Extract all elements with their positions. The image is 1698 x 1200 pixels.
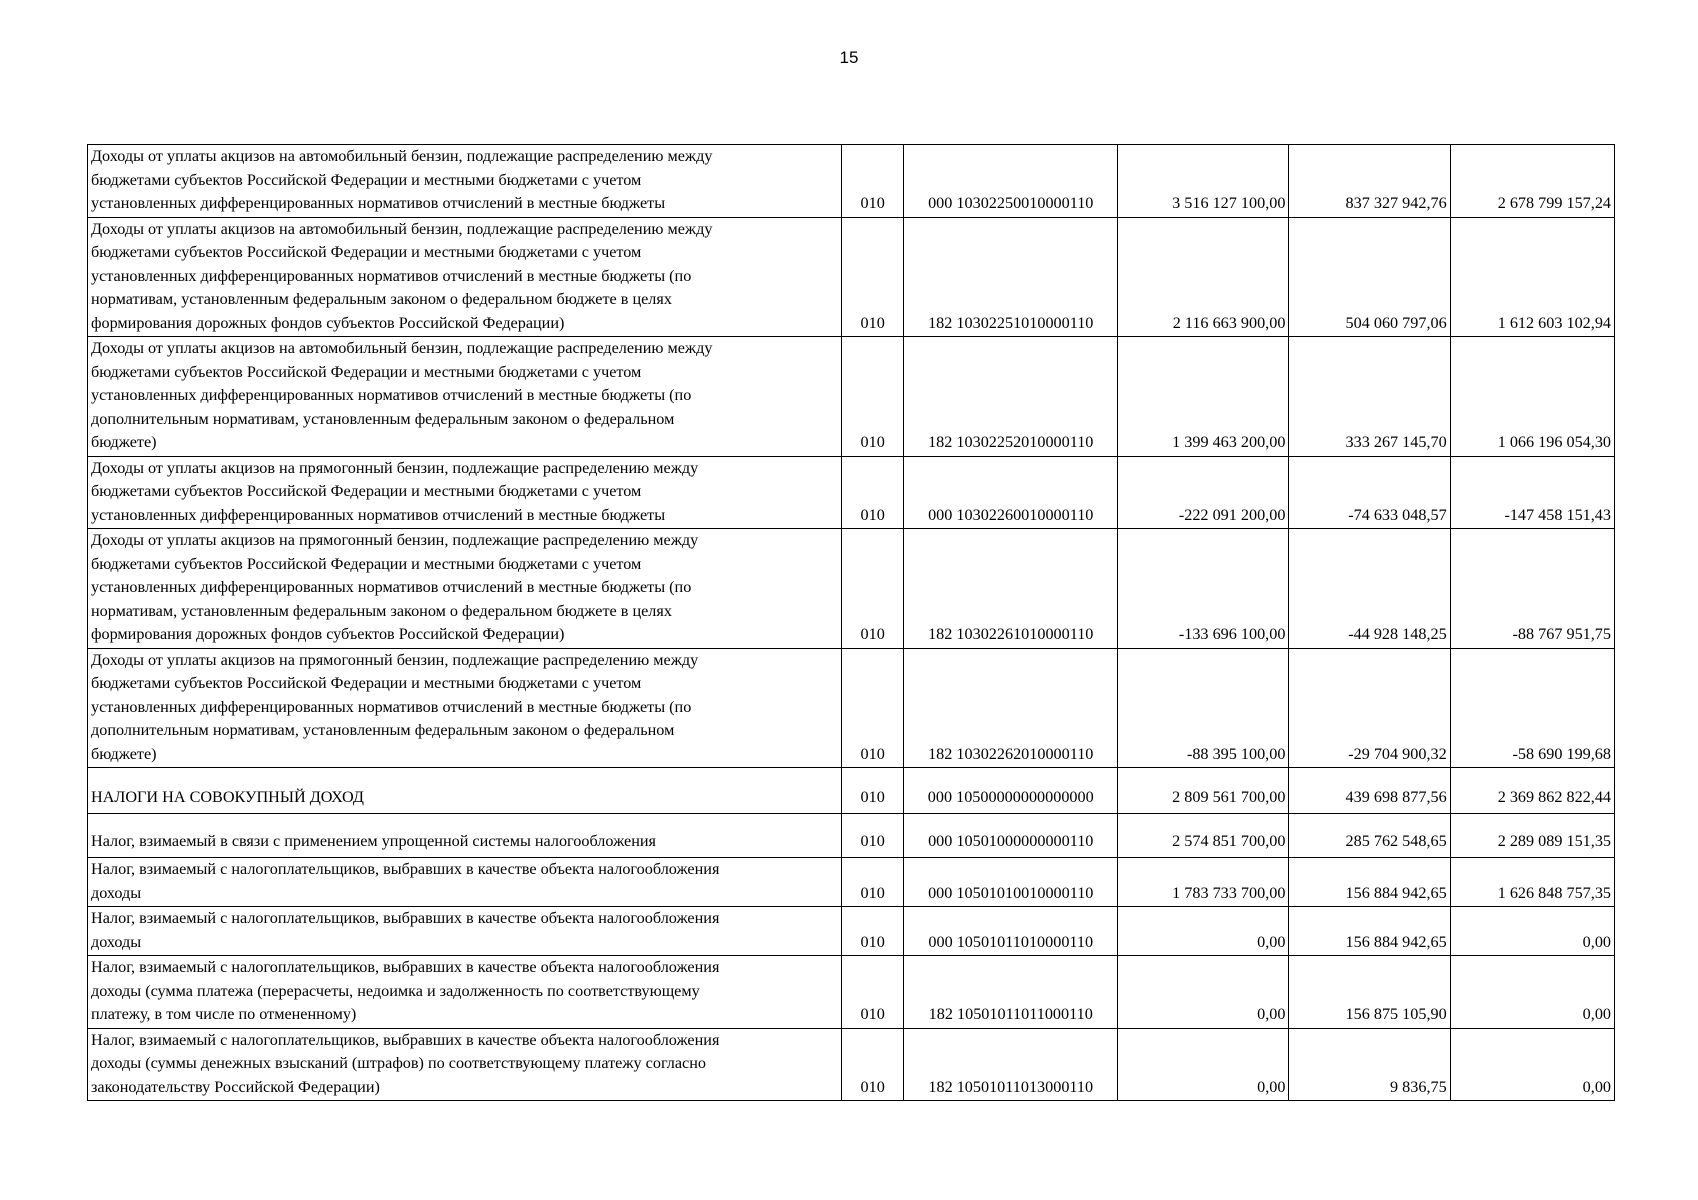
row-unexecuted-cell: 0,00 <box>1450 1028 1614 1101</box>
row-executed-cell: 9 836,75 <box>1289 1028 1450 1101</box>
row-name-cell: Налог, взимаемый с налогоплательщиков, выбравших в качестве объекта налогообложения доходы (суммы денежных взысканий (штрафов) по соответствующему платежу согласно законодательству Российской Федерации) <box>88 1028 842 1101</box>
row-unexecuted-cell: 1 066 196 054,30 <box>1450 337 1614 457</box>
row-unexecuted-cell: -147 458 151,43 <box>1450 456 1614 529</box>
row-budget-code-cell: 182 10501011013000110 <box>904 1028 1118 1101</box>
row-name-cell: Налог, взимаемый с налогоплательщиков, выбравших в качестве объекта налогообложения доходы <box>88 858 842 907</box>
row-line-code-cell: 010 <box>841 768 903 814</box>
table-row <box>88 145 1615 218</box>
row-name-cell: Доходы от уплаты акцизов на прямогонный бензин, подлежащие распределению между бюджетами субъектов Российской Федерации и местными бюджетами с учетом установленных дифференцированных нормативов отчислений в местные бюджеты (по дополнительным нормативам, установленным федеральным законом о федеральном бюджете) <box>88 648 842 768</box>
row-approved-cell: -222 091 200,00 <box>1118 456 1289 529</box>
row-budget-code-cell: 000 10501000000000110 <box>904 814 1118 858</box>
row-approved-cell: 3 516 127 100,00 <box>1118 145 1289 218</box>
row-name-cell: Доходы от уплаты акцизов на прямогонный бензин, подлежащие распределению между бюджетами субъектов Российской Федерации и местными бюджетами с учетом установленных дифференцированных нормативов отчислений в местные бюджеты (по нормативам, установленным федеральным законом о федеральном бюджете в целях формирования дорожных фондов субъектов Российской Федерации) <box>88 529 842 649</box>
row-budget-code-cell: 182 10302252010000110 <box>904 337 1118 457</box>
row-budget-code-cell: 000 10500000000000000 <box>904 768 1118 814</box>
row-budget-code-cell: 182 10501011011000110 <box>904 956 1118 1029</box>
row-approved-cell: 2 574 851 700,00 <box>1118 814 1289 858</box>
table-row <box>88 456 1615 529</box>
table-row <box>88 217 1615 337</box>
table-row <box>88 529 1615 649</box>
row-line-code-cell: 010 <box>841 145 903 218</box>
row-unexecuted-cell: 2 678 799 157,24 <box>1450 145 1614 218</box>
row-executed-cell: -29 704 900,32 <box>1289 648 1450 768</box>
row-line-code-cell: 010 <box>841 814 903 858</box>
row-unexecuted-cell: 2 369 862 822,44 <box>1450 768 1614 814</box>
row-approved-cell: 1 399 463 200,00 <box>1118 337 1289 457</box>
row-unexecuted-cell: 1 612 603 102,94 <box>1450 217 1614 337</box>
row-line-code-cell: 010 <box>841 956 903 1029</box>
row-unexecuted-cell: -88 767 951,75 <box>1450 529 1614 649</box>
table-row <box>88 1028 1615 1101</box>
row-executed-cell: 333 267 145,70 <box>1289 337 1450 457</box>
row-executed-cell: 156 884 942,65 <box>1289 907 1450 956</box>
row-executed-cell: 504 060 797,06 <box>1289 217 1450 337</box>
table-row <box>88 907 1615 956</box>
row-approved-cell: 1 783 733 700,00 <box>1118 858 1289 907</box>
row-unexecuted-cell: 1 626 848 757,35 <box>1450 858 1614 907</box>
table-row <box>88 768 1615 814</box>
table-row <box>88 814 1615 858</box>
row-executed-cell: 837 327 942,76 <box>1289 145 1450 218</box>
revenue-execution-table <box>87 144 1615 1101</box>
row-executed-cell: -74 633 048,57 <box>1289 456 1450 529</box>
page-number: 15 <box>839 48 859 67</box>
row-name-cell: Налог, взимаемый с налогоплательщиков, выбравших в качестве объекта налогообложения доходы (сумма платежа (перерасчеты, недоимка и задолженность по соответствующему платежу, в том числе по отмененному) <box>88 956 842 1029</box>
table-row <box>88 337 1615 457</box>
row-unexecuted-cell: -58 690 199,68 <box>1450 648 1614 768</box>
row-approved-cell: 0,00 <box>1118 907 1289 956</box>
table-body <box>88 145 1615 1101</box>
row-executed-cell: 156 875 105,90 <box>1289 956 1450 1029</box>
row-line-code-cell: 010 <box>841 217 903 337</box>
table-row <box>88 648 1615 768</box>
row-name-cell: Доходы от уплаты акцизов на прямогонный бензин, подлежащие распределению между бюджетами субъектов Российской Федерации и местными бюджетами с учетом установленных дифференцированных нормативов отчислений в местные бюджеты <box>88 456 842 529</box>
row-executed-cell: 156 884 942,65 <box>1289 858 1450 907</box>
row-approved-cell: 2 809 561 700,00 <box>1118 768 1289 814</box>
row-name-cell: НАЛОГИ НА СОВОКУПНЫЙ ДОХОД <box>88 768 842 814</box>
row-name-cell: Доходы от уплаты акцизов на автомобильный бензин, подлежащие распределению между бюджетами субъектов Российской Федерации и местными бюджетами с учетом установленных дифференцированных нормативов отчислений в местные бюджеты (по нормативам, установленным федеральным законом о федеральном бюджете в целях формирования дорожных фондов субъектов Российской Федерации) <box>88 217 842 337</box>
row-executed-cell: -44 928 148,25 <box>1289 529 1450 649</box>
row-unexecuted-cell: 0,00 <box>1450 907 1614 956</box>
row-name-cell: Доходы от уплаты акцизов на автомобильный бензин, подлежащие распределению между бюджетами субъектов Российской Федерации и местными бюджетами с учетом установленных дифференцированных нормативов отчислений в местные бюджеты (по дополнительным нормативам, установленным федеральным законом о федеральном бюджете) <box>88 337 842 457</box>
row-name-cell: Налог, взимаемый в связи с применением упрощенной системы налогообложения <box>88 814 842 858</box>
row-approved-cell: 2 116 663 900,00 <box>1118 217 1289 337</box>
row-line-code-cell: 010 <box>841 337 903 457</box>
table-row <box>88 858 1615 907</box>
row-approved-cell: -133 696 100,00 <box>1118 529 1289 649</box>
row-budget-code-cell: 000 10501010010000110 <box>904 858 1118 907</box>
row-budget-code-cell: 000 10501011010000110 <box>904 907 1118 956</box>
row-line-code-cell: 010 <box>841 1028 903 1101</box>
row-line-code-cell: 010 <box>841 858 903 907</box>
row-name-cell: Доходы от уплаты акцизов на автомобильный бензин, подлежащие распределению между бюджетами субъектов Российской Федерации и местными бюджетами с учетом установленных дифференцированных нормативов отчислений в местные бюджеты <box>88 145 842 218</box>
row-line-code-cell: 010 <box>841 456 903 529</box>
row-line-code-cell: 010 <box>841 648 903 768</box>
row-budget-code-cell: 182 10302251010000110 <box>904 217 1118 337</box>
row-name-cell: Налог, взимаемый с налогоплательщиков, выбравших в качестве объекта налогообложения доходы <box>88 907 842 956</box>
row-line-code-cell: 010 <box>841 907 903 956</box>
row-budget-code-cell: 000 10302250010000110 <box>904 145 1118 218</box>
row-unexecuted-cell: 2 289 089 151,35 <box>1450 814 1614 858</box>
row-executed-cell: 439 698 877,56 <box>1289 768 1450 814</box>
row-unexecuted-cell: 0,00 <box>1450 956 1614 1029</box>
row-budget-code-cell: 182 10302261010000110 <box>904 529 1118 649</box>
row-executed-cell: 285 762 548,65 <box>1289 814 1450 858</box>
row-budget-code-cell: 182 10302262010000110 <box>904 648 1118 768</box>
row-line-code-cell: 010 <box>841 529 903 649</box>
row-approved-cell: 0,00 <box>1118 956 1289 1029</box>
row-approved-cell: 0,00 <box>1118 1028 1289 1101</box>
row-budget-code-cell: 000 10302260010000110 <box>904 456 1118 529</box>
table-row <box>88 956 1615 1029</box>
row-approved-cell: -88 395 100,00 <box>1118 648 1289 768</box>
